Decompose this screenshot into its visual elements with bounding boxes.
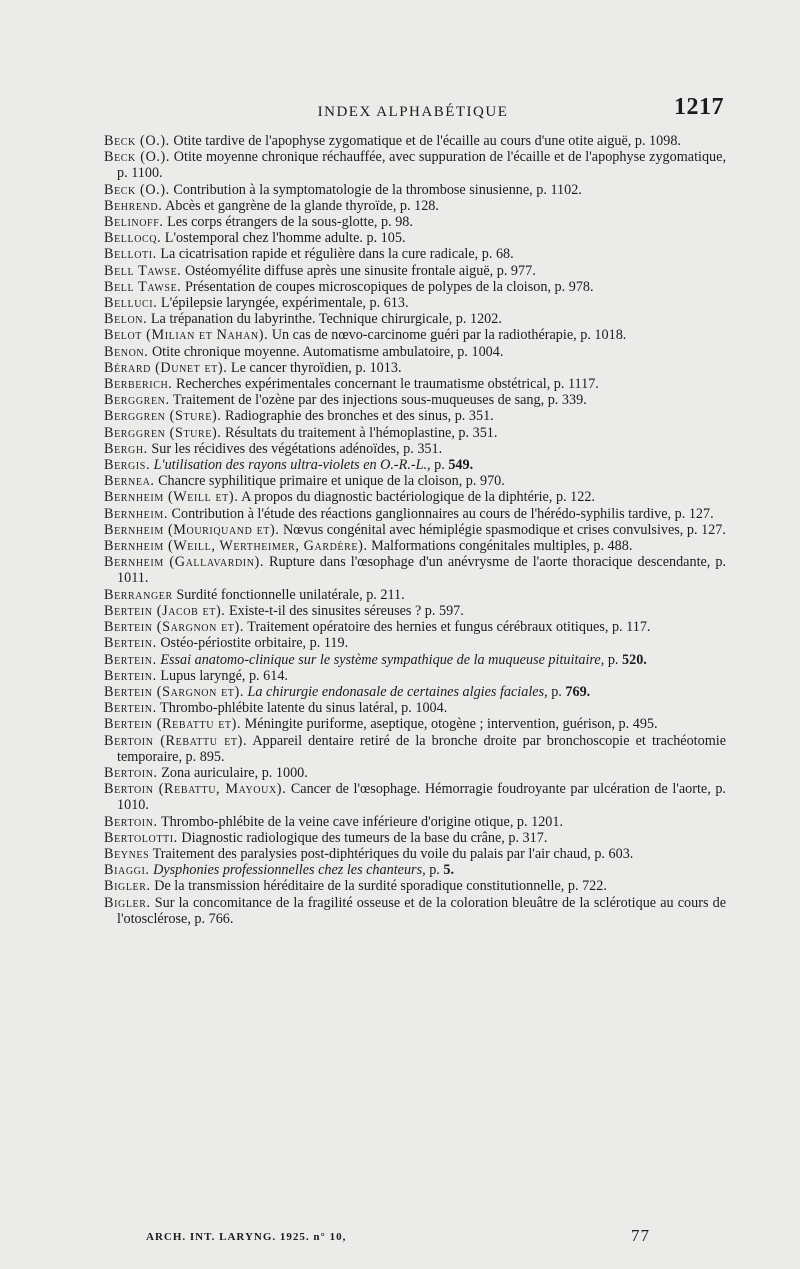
index-entry <box>104 182 726 198</box>
entry-author: Bertein. <box>104 651 157 668</box>
index-entry <box>104 603 726 619</box>
index-entry <box>104 846 726 862</box>
entry-author: Bernheim (Weill et). <box>104 489 239 506</box>
index-entry <box>104 506 726 522</box>
index-entry <box>104 473 726 489</box>
entry-text: Rupture dans l'œsophage d'un anévrysme de l'aorte thoracique descendante, p. 1011. <box>117 554 726 587</box>
entry-author: Bertein (Sargnon et). <box>104 619 244 636</box>
page-number: 1217 <box>674 94 724 120</box>
entry-page-bold: 769. <box>565 683 591 700</box>
index-entry <box>104 489 726 505</box>
entry-text: Cancer de l'œsophage. Hémorragie foudroyante par ulcération de l'aorte, p. 1010. <box>117 781 726 814</box>
entry-author: Bergh. <box>104 440 148 457</box>
index-entry <box>104 814 726 830</box>
index-entry <box>104 457 726 473</box>
entry-author: Bertoin. <box>104 813 158 830</box>
entry-text: Sur la concomitance de la fragilité osseuse et de la coloration bleuâtre de la sclérotique au cours de l'otosclérose, p. 766. <box>117 894 726 927</box>
index-entry <box>104 765 726 781</box>
entry-author: Berranger <box>104 586 173 603</box>
entry-text: Malformations congénitales multiples, p. 488. <box>367 538 633 555</box>
entry-author: Bigler. <box>104 878 151 895</box>
index-entry <box>104 619 726 635</box>
index-entry <box>104 392 726 408</box>
index-entry <box>104 441 726 457</box>
index-entry <box>104 700 726 716</box>
entry-text: Présentation de coupes microscopiques de polypes de la cloison, p. 978. <box>181 278 594 295</box>
entry-text: Traitement des paralysies post-diphtériques du voile du palais par l'air chaud, p. 603. <box>149 845 634 862</box>
index-entry <box>104 733 726 765</box>
entry-text: Chancre syphilitique primaire et unique de la cloison, p. 970. <box>154 473 505 490</box>
index-entry <box>104 230 726 246</box>
entry-author: Bigler. <box>104 894 151 911</box>
entry-author: Bérard (Dunet et). <box>104 359 228 376</box>
entry-author: Bellocq. <box>104 230 162 247</box>
index-entry <box>104 133 726 149</box>
running-title: INDEX ALPHABÉTIQUE <box>317 104 509 120</box>
index-entry <box>104 587 726 603</box>
index-entry <box>104 344 726 360</box>
entry-text: Appareil dentaire retiré de la bronche droite par bronchoscopie et trachéotomie temporaire, p. 895. <box>117 732 726 765</box>
entry-author: Bertein. <box>104 635 157 652</box>
entry-text: De la transmission héréditaire de la surdité sporadique constitutionnelle, p. 722. <box>150 878 607 895</box>
entry-text: p. <box>425 862 444 879</box>
entry-author: Bertolotti. <box>104 829 178 846</box>
entry-text: Traitement opératoire des hernies et fungus cérébraux otitiques, p. 117. <box>243 619 651 636</box>
entry-text: A propos du diagnostic bactériologique de la diphtérie, p. 122. <box>238 489 595 506</box>
entry-text: Otite chronique moyenne. Automatisme ambulatoire, p. 1004. <box>148 343 504 360</box>
entry-author: Bergis. <box>104 457 151 474</box>
entry-text: Sur les récidives des végétations adénoïdes, p. 351. <box>147 440 443 457</box>
index-entry <box>104 214 726 230</box>
index-entry <box>104 279 726 295</box>
entry-text: Radiographie des bronches et des sinus, p. 351. <box>221 408 494 425</box>
page-footer <box>146 1226 650 1248</box>
entry-author: Bernheim (Gallavardin). <box>104 554 265 571</box>
index-entry <box>104 149 726 181</box>
entry-text: Nœvus congénital avec hémiplégie spasmodique et crises convulsives, p. 127. <box>279 521 726 538</box>
entry-author: Bernheim (Weill, Wertheimer, Gardère). <box>104 538 368 555</box>
index-entry <box>104 538 726 554</box>
entry-page-bold: 549. <box>448 457 474 474</box>
entry-text: L'épilepsie laryngée, expérimentale, p. 613. <box>157 295 409 312</box>
entry-text: Otite tardive de l'apophyse zygomatique et de l'écaille au cours d'une otite aiguë, p. 1098. <box>169 133 681 149</box>
index-entry <box>104 716 726 732</box>
entry-author: Belon. <box>104 311 148 328</box>
entry-text: Un cas de nœvo-carcinome guéri par la radiothérapie, p. 1018. <box>268 327 627 344</box>
entry-title-italic: Dysphonies professionnelles chez les chanteurs, <box>149 862 426 879</box>
entry-text: L'ostemporal chez l'homme adulte. p. 105. <box>161 230 406 247</box>
entry-text: La cicatrisation rapide et régulière dans la cure radicale, p. 68. <box>156 246 514 263</box>
entry-author: Behrend. <box>104 197 163 214</box>
entry-author: Belot (Milian et Nahan). <box>104 327 269 344</box>
index-entry <box>104 425 726 441</box>
entry-text: Zona auriculaire, p. 1000. <box>157 764 308 781</box>
entry-text: Contribution à la symptomatologie de la thrombose sinusienne, p. 1102. <box>169 181 582 198</box>
entry-text: Recherches expérimentales concernant le traumatisme obstétrical, p. 1117. <box>172 376 599 393</box>
entry-author: Bernheim. <box>104 505 168 522</box>
entry-author: Bernea. <box>104 473 155 490</box>
entry-author: Bertein. <box>104 700 157 717</box>
index-entry <box>104 311 726 327</box>
index-entry <box>104 263 726 279</box>
entry-text: p. <box>547 683 566 700</box>
index-entry <box>104 652 726 668</box>
entry-author: Bernheim (Mouriquand et). <box>104 521 280 538</box>
entry-text: Les corps étrangers de la sous-glotte, p. 98. <box>163 214 413 231</box>
entry-author: Bertoin (Rebattu, Mayoux). <box>104 781 287 798</box>
entry-author: Bertein (Rebattu et). <box>104 716 242 733</box>
entry-author: Belinoff. <box>104 214 164 231</box>
index-entry <box>104 246 726 262</box>
entry-page-bold: 5. <box>443 862 455 879</box>
entry-text: Thrombo-phlébite latente du sinus latéral, p. 1004. <box>156 700 448 717</box>
entry-text: Otite moyenne chronique réchauffée, avec suppuration de l'écaille et de l'apophyse zygomatique, p. 1100. <box>117 149 726 182</box>
entry-page-bold: 520. <box>622 651 647 668</box>
entry-author: Beynes <box>104 845 150 862</box>
entry-author: Bell Tawse. <box>104 278 182 295</box>
entry-text: Ostéomyélite diffuse après une sinusite frontale aiguë, p. 977. <box>181 262 536 279</box>
index-entry <box>104 684 726 700</box>
entry-author: Benon. <box>104 343 149 360</box>
entry-text: Ostéo-périostite orbitaire, p. 119. <box>156 635 349 652</box>
index-entry <box>104 668 726 684</box>
entry-title-italic: La chirurgie endonasale de certaines algies faciales, <box>243 683 548 700</box>
entry-text: Le cancer thyroïdien, p. 1013. <box>227 359 402 376</box>
entry-author: Beck (O.). <box>104 181 170 198</box>
entry-text: p. <box>430 457 449 474</box>
entry-text: La trépanation du labyrinthe. Technique chirurgicale, p. 1202. <box>147 311 502 328</box>
index-entry <box>104 862 726 878</box>
index-entry <box>104 408 726 424</box>
entry-author: Bertoin (Rebattu et). <box>104 732 248 749</box>
entry-author: Bertoin. <box>104 764 158 781</box>
entry-text: Diagnostic radiologique des tumeurs de la base du crâne, p. 317. <box>177 829 548 846</box>
entry-title-italic: L'utilisation des rayons ultra-violets en O.-R.-L., <box>150 457 431 474</box>
entry-text: Existe-t-il des sinusites séreuses ? p. 597. <box>225 602 464 619</box>
index-entry <box>104 360 726 376</box>
entry-author: Belloti. <box>104 246 157 263</box>
signature-mark: 77 <box>631 1226 650 1245</box>
entry-text: Abcès et gangrène de la glande thyroïde, p. 128. <box>162 197 439 214</box>
entry-author: Berggren (Sture). <box>104 408 222 425</box>
page-header <box>100 94 726 128</box>
entry-author: Beck (O.). <box>104 133 170 149</box>
entry-text: Traitement de l'ozène par des injections sous-muqueuses de sang, p. 339. <box>169 392 587 409</box>
entry-text: Thrombo-phlébite de la veine cave inférieure d'origine otique, p. 1201. <box>157 813 564 830</box>
entry-author: Bertein (Jacob et). <box>104 602 226 619</box>
entry-author: Bertein (Sargnon et). <box>104 683 244 700</box>
index-entry <box>104 522 726 538</box>
entry-author: Berggren. <box>104 392 170 409</box>
entry-author: Biaggi. <box>104 862 150 879</box>
entry-author: Bell Tawse. <box>104 262 182 279</box>
index-entry <box>104 781 726 813</box>
entry-text: p. <box>604 651 622 668</box>
journal-reference: ARCH. INT. LARYNG. 1925. n° 10, <box>146 1231 347 1243</box>
entry-author: Belluci. <box>104 295 158 312</box>
entry-title-italic: Essai anatomo-clinique sur le système sympathique de la muqueuse pituitaire, <box>156 651 605 668</box>
entry-author: Berggren (Sture). <box>104 424 222 441</box>
entry-text: Surdité fonctionnelle unilatérale, p. 211. <box>172 586 405 603</box>
index-entry <box>104 878 726 894</box>
index-entry <box>104 327 726 343</box>
entry-author: Beck (O.). <box>104 149 171 166</box>
index-entry <box>104 895 726 927</box>
entry-text: Méningite puriforme, aseptique, otogène ; intervention, guérison, p. 495. <box>241 716 658 733</box>
index-entries <box>104 133 726 927</box>
index-entry <box>104 830 726 846</box>
entry-text: Résultats du traitement à l'hémoplastine, p. 351. <box>221 424 498 441</box>
entry-text: Lupus laryngé, p. 614. <box>156 667 288 684</box>
index-entry <box>104 635 726 651</box>
index-entry <box>104 554 726 586</box>
index-entry <box>104 198 726 214</box>
index-entry <box>104 376 726 392</box>
entry-author: Berberich. <box>104 376 173 393</box>
entry-author: Bertein. <box>104 667 157 684</box>
entry-text: Contribution à l'étude des réactions ganglionnaires au cours de l'hérédo-syphilis tardive, p. 127. <box>167 505 714 522</box>
index-entry <box>104 295 726 311</box>
